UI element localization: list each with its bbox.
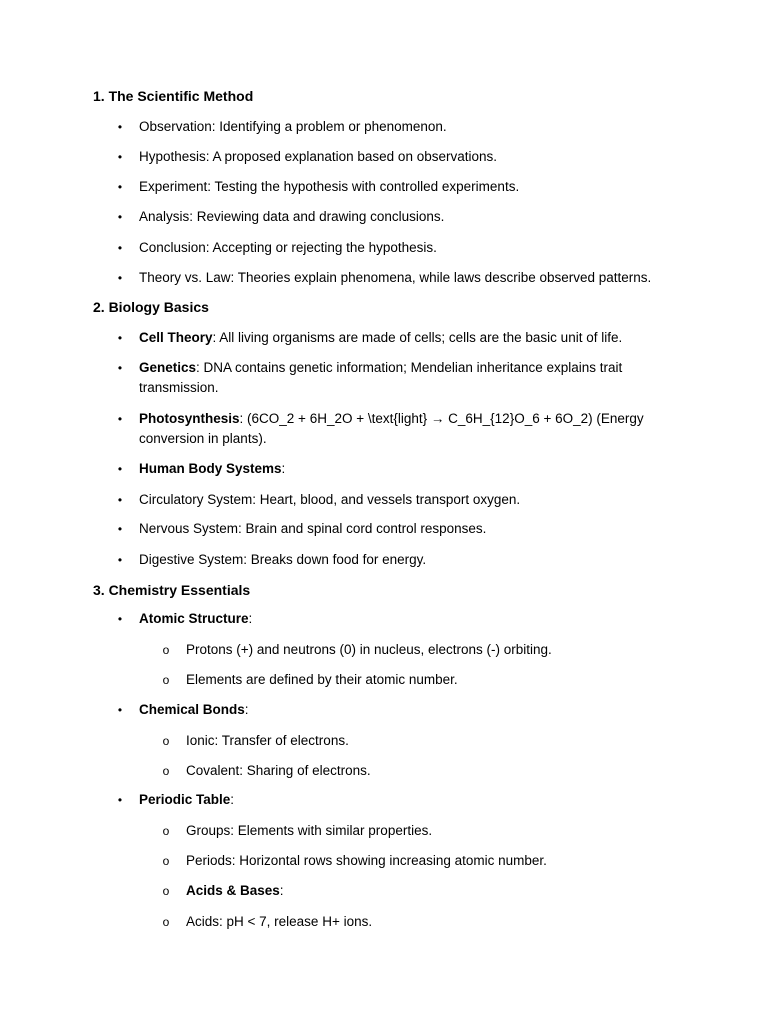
list-item-text: transmission.	[139, 380, 219, 395]
list-item-text: Protons (+) and neutrons (0) in nucleus, electrons (-) orbiting.	[186, 642, 552, 657]
term-label: Chemical Bonds	[139, 702, 245, 717]
bullet-marker: •	[117, 522, 123, 536]
list-item-text	[139, 700, 249, 720]
term-definition: :	[248, 611, 253, 626]
term-label: Human Body Systems	[139, 461, 282, 476]
bullet-marker: •	[117, 793, 123, 807]
sub-bullet-marker: o	[162, 824, 170, 838]
term-definition: : (6CO_2 + 6H_2O + \text{light} → C_6H_{12}O_6 + 6O_2) (Energy	[239, 411, 644, 426]
term-label: Atomic Structure	[139, 611, 249, 626]
term-definition: :	[230, 792, 235, 807]
list-item-text: Elements are defined by their atomic number.	[186, 672, 458, 687]
sub-bullet-marker: o	[162, 884, 170, 898]
list-item-text: Observation: Identifying a problem or phenomenon.	[139, 119, 447, 134]
term-definition: :	[281, 461, 286, 476]
bullet-marker: •	[117, 493, 123, 507]
sub-bullet-marker: o	[162, 915, 170, 929]
list-item-text: Groups: Elements with similar properties.	[186, 823, 433, 838]
sub-bullet-marker: o	[162, 673, 170, 687]
list-item-text	[139, 790, 234, 810]
list-item-text: Conclusion: Accepting or rejecting the hypothesis.	[139, 240, 437, 255]
term-label: Cell Theory	[139, 330, 213, 345]
term-label: Genetics	[139, 360, 197, 375]
list-item-text	[139, 358, 622, 378]
bullet-marker: •	[117, 210, 123, 224]
section-heading: 2. Biology Basics	[93, 299, 209, 315]
section-heading: 1. The Scientific Method	[93, 88, 254, 104]
bullet-marker: •	[117, 180, 123, 194]
term-definition: :	[244, 702, 249, 717]
bullet-marker: •	[117, 150, 123, 164]
list-item-text	[139, 459, 285, 479]
list-item-text: Hypothesis: A proposed explanation based on observations.	[139, 149, 497, 164]
term-definition: : DNA contains genetic information; Mendelian inheritance explains trait	[196, 360, 623, 375]
list-item-text: Nervous System: Brain and spinal cord control responses.	[139, 521, 487, 536]
sub-bullet-marker: o	[162, 764, 170, 778]
bullet-marker: •	[117, 361, 123, 375]
bullet-marker: •	[117, 120, 123, 134]
list-item-text: Experiment: Testing the hypothesis with controlled experiments.	[139, 179, 520, 194]
bullet-marker: •	[117, 703, 123, 717]
term-label: Periodic Table	[139, 792, 231, 807]
bullet-marker: •	[117, 462, 123, 476]
bullet-marker: •	[117, 553, 123, 567]
list-item-text: Circulatory System: Heart, blood, and vessels transport oxygen.	[139, 492, 521, 507]
list-item-text: Acids: pH < 7, release H+ ions.	[186, 914, 373, 929]
term-definition: :	[279, 883, 284, 898]
sub-bullet-marker: o	[162, 734, 170, 748]
bullet-marker: •	[117, 241, 123, 255]
list-item-text: Ionic: Transfer of electrons.	[186, 733, 349, 748]
list-item-text	[139, 609, 252, 629]
term-label: Photosynthesis	[139, 411, 240, 426]
bullet-marker: •	[117, 331, 123, 345]
list-item-text	[186, 881, 284, 901]
list-item-text: Periods: Horizontal rows showing increasing atomic number.	[186, 853, 547, 868]
term-definition: : All living organisms are made of cells; cells are the basic unit of life.	[212, 330, 623, 345]
bullet-marker: •	[117, 412, 123, 426]
list-item-text: Covalent: Sharing of electrons.	[186, 763, 371, 778]
list-item-text: conversion in plants).	[139, 431, 267, 446]
list-item-text	[139, 409, 644, 429]
bullet-marker: •	[117, 271, 123, 285]
list-item-text: Digestive System: Breaks down food for energy.	[139, 552, 427, 567]
list-item-text: Theory vs. Law: Theories explain phenomena, while laws describe observed patterns.	[139, 270, 652, 285]
list-item-text	[139, 328, 622, 348]
bullet-marker: •	[117, 612, 123, 626]
list-item-text: Analysis: Reviewing data and drawing conclusions.	[139, 209, 445, 224]
section-heading: 3. Chemistry Essentials	[93, 582, 251, 598]
sub-bullet-marker: o	[162, 854, 170, 868]
term-label: Acids & Bases	[186, 883, 280, 898]
sub-bullet-marker: o	[162, 643, 170, 657]
